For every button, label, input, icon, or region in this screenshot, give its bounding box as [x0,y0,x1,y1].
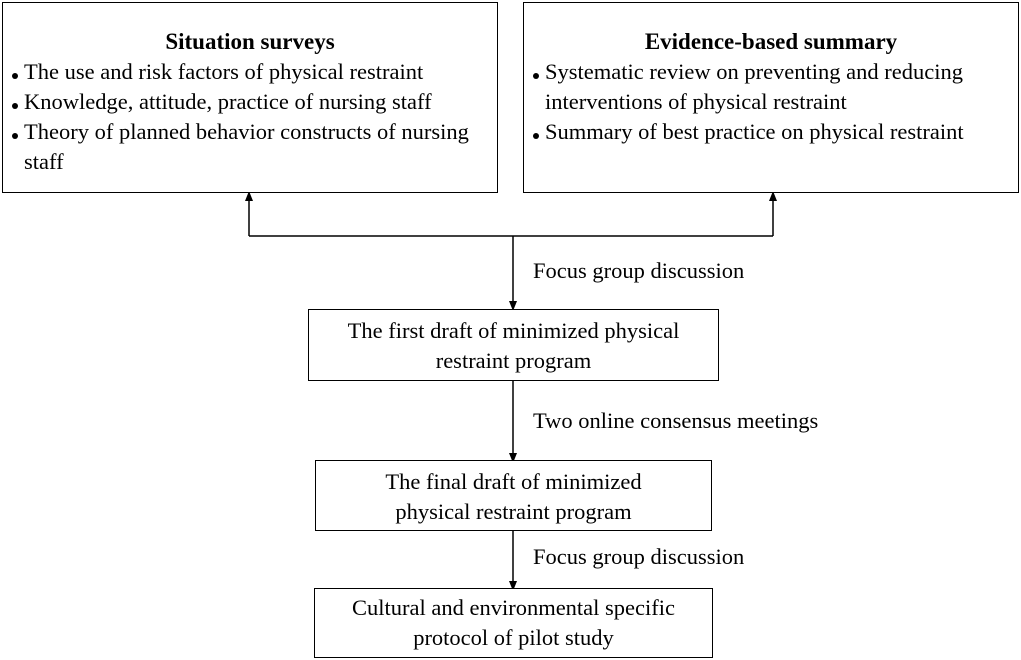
first-draft-text: The first draft of minimized physical restraint program [347,318,680,373]
evidence-summary-list [532,57,1010,147]
situation-surveys-title: Situation surveys [165,29,335,54]
edge-label-focus-group-1: Focus group discussion [533,258,745,283]
situation-item: Theory of planned behavior constructs of nursing staff [11,117,489,177]
evidence-summary-title: Evidence-based summary [644,29,898,54]
final-draft-box [315,460,712,531]
situation-item: The use and risk factors of physical restraint [11,57,489,87]
final-draft-text: The final draft of minimized physical restraint program [385,469,642,524]
first-draft-box [308,309,719,381]
evidence-item: Summary of best practice on physical restraint [532,117,1010,147]
edge-label-focus-group-2: Focus group discussion [533,544,745,569]
pilot-protocol-box [314,588,713,658]
edge-label-consensus-meetings: Two online consensus meetings [533,408,819,433]
situation-surveys-box [2,2,498,193]
pilot-protocol-text: Cultural and environmental specific protocol of pilot study [351,595,676,650]
situation-surveys-list [11,57,489,177]
evidence-item: Systematic review on preventing and reducing interventions of physical restraint [532,57,1010,117]
evidence-summary-box [523,2,1019,193]
situation-item: Knowledge, attitude, practice of nursing staff [11,87,489,117]
